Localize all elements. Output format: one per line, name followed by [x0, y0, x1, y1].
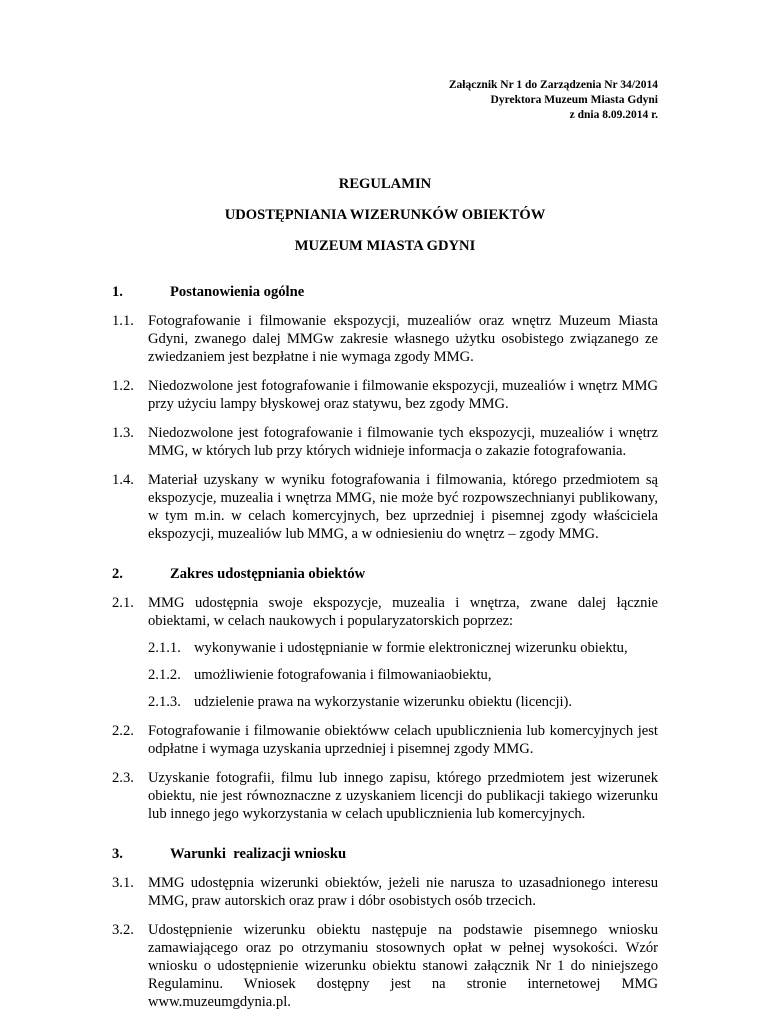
paragraph-1-4 [112, 471, 658, 543]
section-number: 1. [112, 284, 123, 300]
paragraph-text: Udostępnienie wizerunku obiektu następuje na podstawie pisemnego wniosku zamawiającego oraz po otrzymaniu stosownych opłat w pełnej wysokości. Wzór wniosku o udostępnienie wizerunku obiektu stanowi załącznik Nr 1 do niniejszego Regulaminu. Wniosek dostępny jest na stronie internetowej MMG www.muzeumgdynia.pl. [148, 922, 658, 1010]
paragraph-number: 3.1. [112, 875, 134, 891]
paragraph-number: 3.2. [112, 922, 134, 938]
paragraph-text: MMG udostępnia swoje ekspozycje, muzealia i wnętrza, zwane dalej łącznie obiektami, w celach naukowych i popularyzatorskich poprzez: [148, 595, 658, 629]
paragraph-number: 1.4. [112, 472, 134, 488]
paragraph-text: Niedozwolone jest fotografowanie i filmowanie ekspozycji, muzealiów i wnętrz MMG przy użyciu lampy błyskowej oraz statywu, bez zgody MMG. [148, 378, 658, 412]
paragraph-1-3 [112, 424, 658, 460]
subitem-2-1-1 [112, 639, 658, 657]
title-line-1: REGULAMIN [338, 176, 432, 192]
paragraph-number: 2.1. [112, 595, 134, 611]
paragraph-number: 1.3. [112, 425, 134, 441]
annex-header [112, 78, 658, 123]
paragraph-text: Fotografowanie i filmowanie ekspozycji, muzealiów oraz wnętrz Muzeum Miasta Gdyni, zwanego dalej MMGw zakresie własnego użytku osobistego związanego ze zwiedzaniem jest bezpłatne i nie wymaga zgody MMG. [148, 313, 658, 365]
subitem-number: 2.1.1. [148, 640, 181, 656]
paragraph-number: 1.1. [112, 313, 134, 329]
section-title: Postanowienia ogólne [170, 284, 305, 300]
subitem-number: 2.1.2. [148, 667, 181, 683]
paragraph-1-2 [112, 377, 658, 413]
paragraph-1-1 [112, 312, 658, 366]
subitem-number: 2.1.3. [148, 694, 181, 710]
paragraph-2-3 [112, 769, 658, 823]
subitem-2-1-2 [112, 666, 658, 684]
subitem-text: udzielenie prawa na wykorzystanie wizerunku obiektu (licencji). [194, 694, 573, 710]
title-line-2: UDOSTĘPNIANIA WIZERUNKÓW OBIEKTÓW [224, 207, 546, 223]
paragraph-text: Uzyskanie fotografii, filmu lub innego zapisu, którego przedmiotem jest wizerunek obiektu, nie jest równoznaczne z uzyskaniem licencji do publikacji takiego wizerunku lub innego jego wykorzystania w celach upublicznienia lub komercyjnych. [148, 770, 658, 822]
paragraph-number: 1.2. [112, 378, 134, 394]
paragraph-2-2 [112, 722, 658, 758]
paragraph-text: Niedozwolone jest fotografowanie i filmowanie tych ekspozycji, muzealiów i wnętrz MMG, w których lub przy których widnieje informacja o zakazie fotografowania. [148, 425, 658, 459]
paragraph-text: Materiał uzyskany w wyniku fotografowania i filmowania, którego przedmiotem są ekspozycje, muzealia i wnętrza MMG, nie może być rozpowszechnianyi publikowany, w tym m.in. w celach komercyjnych, bez uprzedniej i pisemnej zgody właściciela ekspozycji, muzealiów lub MMG, a w odniesieniu do wnętrz – zgody MMG. [148, 472, 658, 542]
section-2-heading [112, 565, 658, 583]
paragraph-number: 2.2. [112, 723, 134, 739]
annex-line-1: Załącznik Nr 1 do Zarządzenia Nr 34/2014 [448, 79, 658, 91]
subitem-text: wykonywanie i udostępnianie w formie elektronicznej wizerunku obiektu, [194, 640, 628, 656]
section-number: 2. [112, 566, 123, 582]
section-title: Zakres udostępniania obiektów [170, 566, 366, 582]
annex-line-3: z dnia 8.09.2014 r. [569, 109, 658, 121]
section-number: 3. [112, 846, 123, 862]
section-3-heading [112, 845, 658, 863]
paragraph-number: 2.3. [112, 770, 134, 786]
document-title [112, 175, 658, 255]
subitem-2-1-3 [112, 693, 658, 711]
paragraph-3-1 [112, 874, 658, 910]
paragraph-3-2 [112, 921, 658, 1011]
paragraph-text: MMG udostępnia wizerunki obiektów, jeżeli nie narusza to uzasadnionego interesu MMG, praw autorskich oraz praw i dóbr osobistych osób trzecich. [148, 875, 658, 909]
subitem-text: umożliwienie fotografowania i filmowaniaobiektu, [194, 667, 492, 683]
annex-line-2: Dyrektora Muzeum Miasta Gdyni [490, 94, 658, 106]
title-line-3: MUZEUM MIASTA GDYNI [294, 238, 476, 254]
paragraph-2-1 [112, 594, 658, 630]
section-1-heading [112, 283, 658, 301]
paragraph-text: Fotografowanie i filmowanie obiektóww celach upublicznienia lub komercyjnych jest odpłatne i wymaga uzyskania uprzedniej i pisemnej zgody MMG. [148, 723, 658, 757]
section-title: Warunki realizacji wniosku [170, 846, 347, 862]
